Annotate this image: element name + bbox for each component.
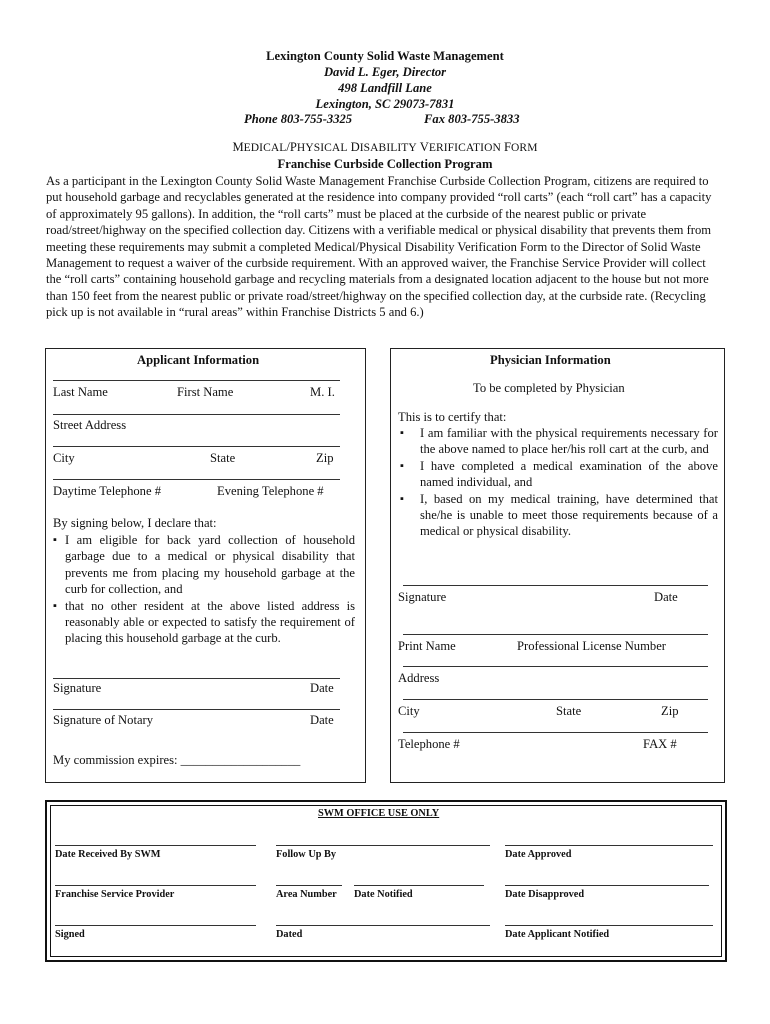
- date-notified-line[interactable]: [354, 885, 484, 886]
- date-notified-label: Date Notified: [354, 889, 413, 900]
- city-label: City: [53, 451, 75, 465]
- physician-subtitle: To be completed by Physician: [473, 381, 625, 395]
- intro-paragraph: As a participant in the Lexington County Solid Waste Management Franchise Curbside Collection Program, citizens are required to put household garbage and recyclables generated at the residence into company provided “roll carts” (each “roll cart” has a capacity of approximately 95 gallons). In addition, the “roll carts” must be placed at the curbside of the nearest public or private road/street/highway on the specified collection day. Citizens with a verifiable medical or physical disability that prevents them from meeting these requirements may submit a completed Medical/Physical Disability Verification Form to the Director of Solid Waste Management to request a waiver of the curbside requirement. With an approved waiver, the Franchise Service Provider will collect the “roll carts” containing household garbage and recycling materials from a designated location adjacent to the house but not more than 150 feet from the nearest public or private road/street/highway on the specified collection day, at the curbside rate. (Recycling pick up is not available in “rural areas” within Franchise Districts 5 and 6.): [46, 174, 712, 320]
- notary-date-label: Date: [310, 713, 334, 727]
- certification-item: ▪ I have completed a medical examination of the above named individual, and: [398, 458, 718, 491]
- provider-line[interactable]: [55, 885, 256, 886]
- commission-expires[interactable]: My commission expires: ___________________: [53, 753, 301, 767]
- form-title: MEDICAL/PHYSICAL DISABILITY VERIFICATION FORM: [232, 140, 538, 154]
- physician-phone-line[interactable]: [403, 732, 708, 733]
- phone: Phone 803-755-3325: [244, 112, 353, 126]
- certification-item: ▪ I am familiar with the physical requirements necessary for the above named to place her/his roll cart at the curb, and: [398, 425, 718, 458]
- mi-label: M. I.: [310, 385, 335, 399]
- state-label: State: [210, 451, 236, 465]
- org-name: Lexington County Solid Waste Management: [266, 49, 504, 63]
- applicant-signature-label: Signature: [53, 681, 102, 695]
- city-line[interactable]: [53, 446, 340, 447]
- physician-city-line[interactable]: [403, 699, 708, 700]
- date-approved-line[interactable]: [505, 845, 713, 846]
- physician-telephone-label: Telephone #: [398, 737, 460, 751]
- applicant-title: Applicant Information: [137, 353, 260, 367]
- first-name-label: First Name: [177, 385, 234, 399]
- applicant-date-label: Date: [310, 681, 334, 695]
- area-number-label: Area Number: [276, 889, 337, 900]
- physician-signature-line[interactable]: [403, 585, 708, 586]
- street-address: 498 Landfill Lane: [338, 81, 432, 95]
- declaration-item: ▪ that no other resident at the above listed address is reasonably able or expected to satisfy the requirement of placing this household garbage at the curb.: [53, 598, 355, 647]
- follow-up-label: Follow Up By: [276, 849, 337, 860]
- print-name-label: Print Name: [398, 639, 456, 653]
- date-approved-label: Date Approved: [505, 849, 572, 860]
- office-use-inner: [50, 805, 722, 957]
- physician-fax-label: FAX #: [643, 737, 677, 751]
- physician-zip-label: Zip: [661, 704, 679, 718]
- phone-line[interactable]: [53, 479, 340, 480]
- area-number-line[interactable]: [276, 885, 342, 886]
- dated-line[interactable]: [276, 925, 490, 926]
- physician-date-label: Date: [654, 590, 678, 604]
- office-use-box: [45, 800, 727, 962]
- notary-signature-line[interactable]: [53, 709, 340, 710]
- date-disapproved-label: Date Disapproved: [505, 889, 585, 900]
- declaration-item: ▪ I am eligible for back yard collection of household garbage due to a medical or physical disability that prevents me from placing my household garbage at the curb for collection, and: [53, 532, 355, 598]
- street-line[interactable]: [53, 414, 340, 415]
- date-disapproved-line[interactable]: [505, 885, 709, 886]
- office-title: SWM OFFICE USE ONLY: [318, 808, 440, 819]
- last-name-line[interactable]: [53, 380, 340, 381]
- declare-text: By signing below, I declare that:: [53, 516, 217, 530]
- provider-label: Franchise Service Provider: [55, 889, 175, 900]
- applicant-notified-line[interactable]: [505, 925, 713, 926]
- address-line[interactable]: [403, 666, 708, 667]
- license-label: Professional License Number: [517, 639, 666, 653]
- physician-state-label: State: [556, 704, 582, 718]
- fax: Fax 803-755-3833: [424, 112, 520, 126]
- director: David L. Eger, Director: [323, 65, 447, 79]
- print-name-line[interactable]: [403, 634, 708, 635]
- date-received-label: Date Received By SWM: [55, 849, 161, 860]
- physician-certifications: [398, 425, 718, 540]
- physician-city-label: City: [398, 704, 420, 718]
- address-label: Address: [398, 671, 440, 685]
- applicant-signature-line[interactable]: [53, 678, 340, 679]
- dated-label: Dated: [276, 929, 303, 940]
- applicant-notified-label: Date Applicant Notified: [505, 929, 610, 940]
- notary-signature-label: Signature of Notary: [53, 713, 154, 727]
- street-label: Street Address: [53, 418, 127, 432]
- city-state-zip: Lexington, SC 29073-7831: [315, 97, 455, 111]
- eve-phone-label: Evening Telephone #: [217, 484, 324, 498]
- day-phone-label: Daytime Telephone #: [53, 484, 161, 498]
- program-title: Franchise Curbside Collection Program: [277, 157, 493, 171]
- signed-label: Signed: [55, 929, 85, 940]
- certify-text: This is to certify that:: [398, 410, 507, 424]
- zip-label: Zip: [316, 451, 334, 465]
- last-name-label: Last Name: [53, 385, 108, 399]
- signed-line[interactable]: [55, 925, 256, 926]
- applicant-declarations: [53, 532, 355, 647]
- date-received-line[interactable]: [55, 845, 256, 846]
- certification-item: ▪ I, based on my medical training, have determined that she/he is unable to meet those requirements because of a medical or physical disability.: [398, 491, 718, 540]
- physician-signature-label: Signature: [398, 590, 447, 604]
- follow-up-line[interactable]: [276, 845, 490, 846]
- physician-title: Physician Information: [490, 353, 611, 367]
